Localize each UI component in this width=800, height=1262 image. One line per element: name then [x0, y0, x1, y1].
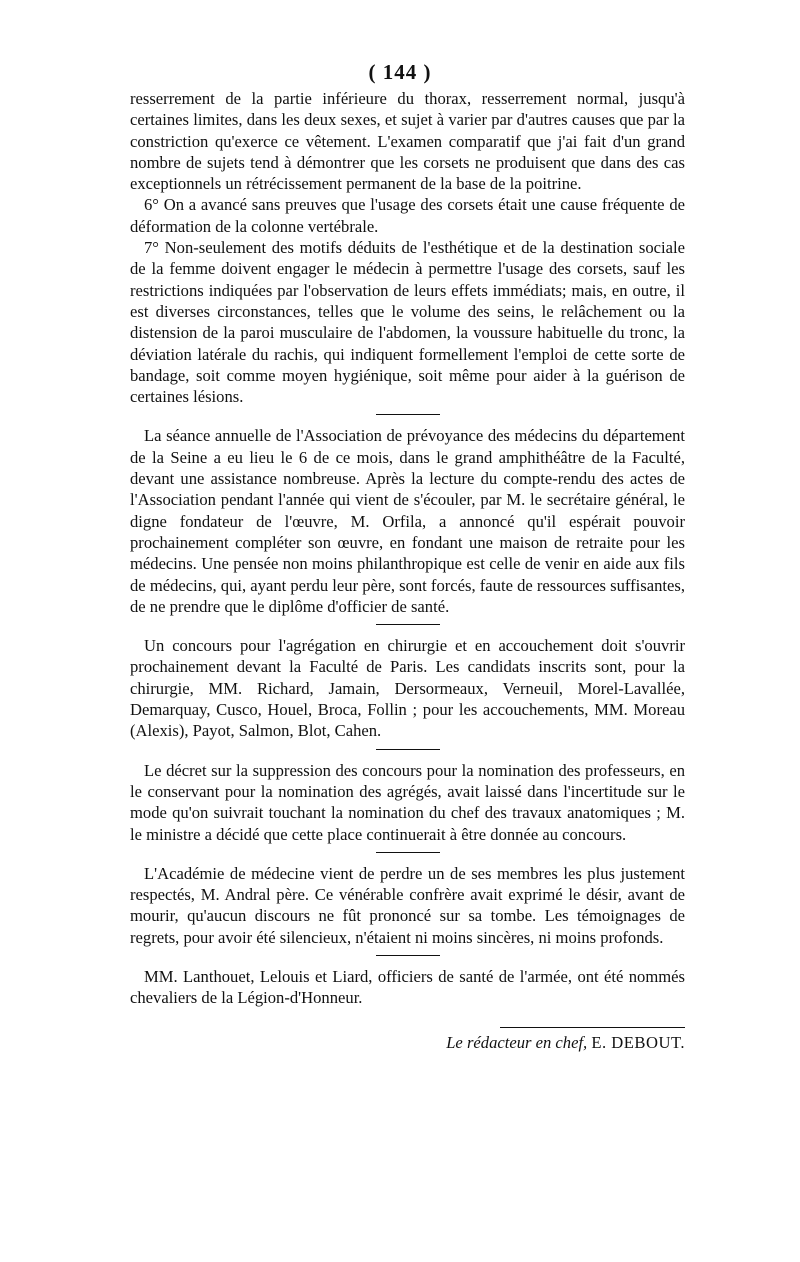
- paragraph-point-6: 6° On a avancé sans preuves que l'usage des corsets était une cause fréquente de déformation de la colonne vertébrale.: [130, 195, 685, 236]
- section-divider: [376, 749, 440, 750]
- paragraph-continuation: resserrement de la partie inférieure du thorax, resserrement normal, jusqu'à certaines limites, dans les deux sexes, et sujet à varier par d'autres causes que par la constriction qu'exerce ce vêtement. L'examen comparatif que j'ai fait d'un grand nombre de sujets tend à démontrer que les corsets ne produisent que dans des cas exceptionnels un rétrécissement permanent de la base de la poitrine.: [130, 89, 685, 194]
- signature-rule: [500, 1027, 685, 1028]
- paragraph-association: La séance annuelle de l'Association de prévoyance des médecins du département de la Seine a eu lieu le 6 de ce mois, dans le grand amphithéâtre de la Faculté, devant une assistance nombreuse. Après la lecture du compte-rendu des actes de l'Association pendant l'année qui vient de s'écouler, par M. le secrétaire général, le digne fondateur de l'œuvre, M. Orfila, a annoncé qu'il espérait pouvoir prochainement compléter son œuvre, en fondant une maison de retraite pour les médecins. Une pensée non moins philanthropique est celle de venir en aide aux fils de médecins, qui, ayant perdu leur père, sont forcés, faute de ressources suffisantes, de ne prendre que le diplôme d'officier de santé.: [130, 426, 685, 616]
- signature: [130, 1032, 685, 1054]
- paragraph-legion: MM. Lanthouet, Lelouis et Liard, officiers de santé de l'armée, ont été nommés chevaliers de la Légion-d'Honneur.: [130, 966, 685, 1008]
- section-divider: [376, 624, 440, 625]
- paragraph-andral: L'Académie de médecine vient de perdre un de ses membres les plus justement respectés, M. Andral père. Ce vénérable confrère avait exprimé le désir, avant de mourir, qu'aucun discours ne fût prononcé sur sa tombe. Les témoignages de regrets, pour avoir été silencieux, n'étaient ni moins sincères, ni moins profonds.: [130, 863, 685, 947]
- section-divider: [376, 414, 440, 415]
- paragraph-point-7: 7° Non-seulement des motifs déduits de l'esthétique et de la destination sociale de la femme doivent engager le médecin à permettre l'usage des corsets, sauf les restrictions indiquées par l'observation de leurs effets immédiats; mais, en outre, il est diverses circonstances, telles que le volume des seins, le relâchement ou la distension de la paroi musculaire de l'abdomen, la voussure habituelle du tronc, la déviation latérale du rachis, qui indiquent formellement l'emploi de cette sorte de bandage, soit comme moyen hygiénique, soit même pour aider à la guérison de certaines lésions.: [130, 238, 685, 407]
- section-divider: [376, 955, 440, 956]
- section-divider: [376, 852, 440, 853]
- signature-name: E. DEBOUT.: [591, 1032, 685, 1052]
- paragraph-decret: Le décret sur la suppression des concours pour la nomination des professeurs, en le conservant pour la nomination des agrégés, avait laissé dans l'incertitude sur le mode qu'on suivrait touchant la nomination du chef des travaux anatomiques ; M. le ministre a décidé que cette place continuerait à être donnée au concours.: [130, 760, 685, 844]
- page-number: ( 144 ): [368, 60, 432, 84]
- paragraph-concours: Un concours pour l'agrégation en chirurgie et en accouchement doit s'ouvrir prochainement devant la Faculté de Paris. Les candidats inscrits sont, pour la chirurgie, MM. Richard, Jamain, Dersormeaux, Verneuil, Morel-Lavallée, Demarquay, Cusco, Houel, Broca, Follin ; pour les accouchements, MM. Moreau (Alexis), Payot, Salmon, Blot, Cahen.: [130, 636, 685, 741]
- article-body: [130, 88, 685, 1054]
- signature-title: Le rédacteur en chef,: [446, 1032, 588, 1052]
